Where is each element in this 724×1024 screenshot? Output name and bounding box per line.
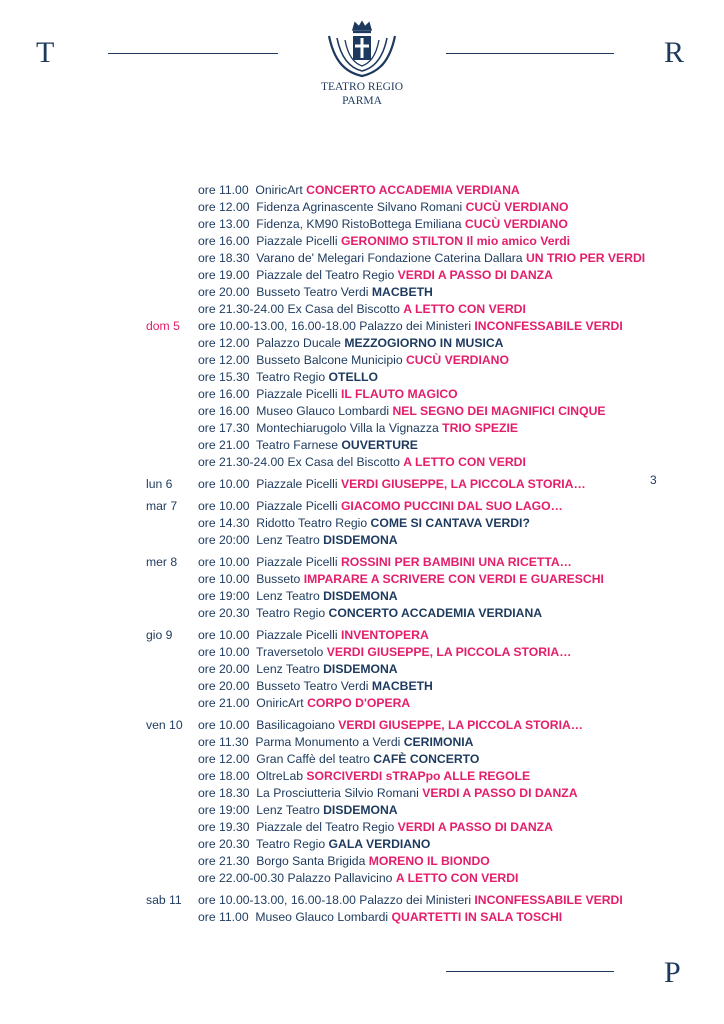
event-title: GERONIMO STILTON Il mio amico Verdi xyxy=(340,234,571,248)
event-entry xyxy=(198,233,570,250)
event-entry xyxy=(198,369,378,386)
event-entry xyxy=(198,318,623,335)
corner-letter-t: T xyxy=(36,36,55,69)
event-entry xyxy=(198,644,571,661)
header-rule-right xyxy=(446,53,614,54)
event-time-place: ore 20.30 Teatro Regio xyxy=(198,606,329,620)
event-title: UN TRIO PER VERDI xyxy=(525,251,646,265)
event-time-place: ore 18.30 Varano de' Melegari Fondazione Caterina Dallara xyxy=(198,251,526,265)
event-title: A LETTO CON VERDI xyxy=(403,302,526,316)
event-time-place: ore 20.00 Lenz Teatro xyxy=(198,662,324,676)
event-time-place: ore 16.00 Piazzale Picelli xyxy=(198,387,341,401)
event-time-place: ore 12.00 Palazzo Ducale xyxy=(198,336,345,350)
day-label: ven 10 xyxy=(146,718,183,732)
event-entry xyxy=(198,802,398,819)
event-time-place: ore 20.00 Busseto Teatro Verdi xyxy=(198,679,372,693)
event-time-place: ore 10.00 Busseto xyxy=(198,572,304,586)
event-entry xyxy=(198,515,530,532)
day-label: sab 11 xyxy=(146,893,182,907)
event-time-place: ore 21.00 OniricArt xyxy=(198,696,308,710)
event-title: VERDI GIUSEPPE, LA PICCOLA STORIA… xyxy=(340,477,586,491)
event-entry xyxy=(198,437,418,454)
event-time-place: ore 12.00 Gran Caffè del teatro xyxy=(198,752,374,766)
event-title: DISDEMONA xyxy=(323,803,398,817)
event-time-place: ore 19.00 Piazzale del Teatro Regio xyxy=(198,268,398,282)
crown-crest-icon xyxy=(326,20,398,80)
event-entry xyxy=(198,870,518,887)
event-title: CAFÈ CONCERTO xyxy=(373,752,480,766)
event-title: VERDI A PASSO DI DANZA xyxy=(422,786,578,800)
event-entry xyxy=(198,386,458,403)
event-title: GIACOMO PUCCINI DAL SUO LAGO… xyxy=(340,499,563,513)
logo-city: PARMA xyxy=(342,95,382,107)
event-title: CUCÙ VERDIANO xyxy=(464,217,568,231)
event-entry xyxy=(198,301,526,318)
event-title: INVENTOPERA xyxy=(340,628,429,642)
event-entry xyxy=(198,182,520,199)
event-entry xyxy=(198,909,562,926)
event-time-place: ore 10.00 Piazzale Picelli xyxy=(198,477,341,491)
corner-letter-p: P xyxy=(664,956,681,989)
event-entry xyxy=(198,454,526,471)
event-time-place: ore 16.00 Museo Glauco Lombardi xyxy=(198,404,393,418)
event-title: ROSSINI PER BAMBINI UNA RICETTA… xyxy=(340,555,572,569)
event-title: A LETTO CON VERDI xyxy=(395,871,519,885)
event-time-place: ore 11.00 Museo Glauco Lombardi xyxy=(198,910,392,924)
event-entry xyxy=(198,853,490,870)
event-time-place: ore 11.00 OniricArt xyxy=(198,183,307,197)
event-entry xyxy=(198,498,563,515)
event-title: IMPARARE A SCRIVERE CON VERDI E GUARESCHI xyxy=(303,572,604,586)
event-time-place: ore 17.30 Montechiarugolo Villa la Vignazza xyxy=(198,421,443,435)
day-label: dom 5 xyxy=(146,319,180,333)
event-entry xyxy=(198,627,429,644)
event-title: CONCERTO ACCADEMIA VERDIANA xyxy=(328,606,543,620)
event-title: MACBETH xyxy=(371,285,433,299)
event-title: OUVERTURE xyxy=(341,438,418,452)
event-time-place: ore 21.00 Teatro Farnese xyxy=(198,438,342,452)
event-time-place: ore 10.00 Traversetolo xyxy=(198,645,327,659)
event-entry xyxy=(198,661,398,678)
event-title: OTELLO xyxy=(328,370,378,384)
event-title: MEZZOGIORNO IN MUSICA xyxy=(344,336,504,350)
event-entry xyxy=(198,768,530,785)
day-label: gio 9 xyxy=(146,628,173,642)
event-title: CUCÙ VERDIANO xyxy=(465,200,569,214)
event-title: VERDI GIUSEPPE, LA PICCOLA STORIA… xyxy=(326,645,572,659)
event-entry xyxy=(198,785,578,802)
event-time-place: ore 10.00 Basilicagoiano xyxy=(198,718,339,732)
event-title: DISDEMONA xyxy=(323,589,398,603)
event-title: VERDI A PASSO DI DANZA xyxy=(397,268,553,282)
logo-name: TEATRO REGIO xyxy=(320,81,404,93)
event-time-place: ore 18.30 La Prosciutteria Silvio Romani xyxy=(198,786,423,800)
event-entry xyxy=(198,571,604,588)
event-time-place: ore 18.00 OltreLab xyxy=(198,769,307,783)
event-title: GALA VERDIANO xyxy=(328,837,431,851)
event-title: DISDEMONA xyxy=(323,662,398,676)
event-time-place: ore 14.30 Ridotto Teatro Regio xyxy=(198,516,371,530)
event-time-place: ore 21.30 Borgo Santa Brigida xyxy=(198,854,369,868)
event-entry xyxy=(198,199,569,216)
event-time-place: ore 11.30 Parma Monumento a Verdi xyxy=(198,735,404,749)
day-label: mer 8 xyxy=(146,555,178,569)
event-title: QUARTETTI IN SALA TOSCHI xyxy=(391,910,563,924)
event-entry xyxy=(198,678,433,695)
event-time-place: ore 21.30-24.00 Ex Casa del Biscotto xyxy=(198,455,404,469)
event-time-place: ore 10.00 Piazzale Picelli xyxy=(198,628,341,642)
event-title: CERIMONIA xyxy=(403,735,474,749)
event-title: VERDI A PASSO DI DANZA xyxy=(397,820,553,834)
event-entry xyxy=(198,250,645,267)
event-time-place: ore 10.00-13.00, 16.00-18.00 Palazzo dei Ministeri xyxy=(198,319,475,333)
event-title: MACBETH xyxy=(371,679,433,693)
event-time-place: ore 16.00 Piazzale Picelli xyxy=(198,234,341,248)
event-title: A LETTO CON VERDI xyxy=(403,455,526,469)
event-title: VERDI GIUSEPPE, LA PICCOLA STORIA… xyxy=(338,718,583,732)
event-entry xyxy=(198,717,583,734)
event-entry xyxy=(198,892,623,909)
event-time-place: ore 12.00 Busseto Balcone Municipio xyxy=(198,353,406,367)
event-time-place: ore 12.00 Fidenza Agrinascente Silvano Romani xyxy=(198,200,466,214)
event-time-place: ore 10.00-13.00, 16.00-18.00 Palazzo dei Ministeri xyxy=(198,893,475,907)
event-title: MORENO IL BIONDO xyxy=(368,854,490,868)
event-title: IL FLAUTO MAGICO xyxy=(340,387,458,401)
event-title: TRIO SPEZIE xyxy=(442,421,518,435)
event-title: INCONFESSABILE VERDI xyxy=(474,319,623,333)
event-entry xyxy=(198,420,518,437)
event-entry xyxy=(198,695,410,712)
day-label: lun 6 xyxy=(146,477,173,491)
event-entry xyxy=(198,588,398,605)
event-entry xyxy=(198,532,398,549)
event-title: CORPO D'OPERA xyxy=(307,696,411,710)
footer-rule xyxy=(446,971,614,972)
event-time-place: ore 19.30 Piazzale del Teatro Regio xyxy=(198,820,398,834)
event-entry xyxy=(198,352,509,369)
event-title: INCONFESSABILE VERDI xyxy=(474,893,623,907)
header-rule-left xyxy=(108,53,278,54)
event-entry xyxy=(198,284,433,301)
event-time-place: ore 22.00-00.30 Palazzo Pallavicino xyxy=(198,871,396,885)
event-title: COME SI CANTAVA VERDI? xyxy=(370,516,530,530)
event-time-place: ore 13.00 Fidenza, KM90 RistoBottega Emiliana xyxy=(198,217,465,231)
event-entry xyxy=(198,216,568,233)
event-entry xyxy=(198,554,572,571)
day-label: mar 7 xyxy=(146,499,178,513)
event-time-place: ore 20:00 Lenz Teatro xyxy=(198,533,324,547)
page-number: 3 xyxy=(650,473,657,487)
corner-letter-r: R xyxy=(664,36,685,69)
event-time-place: ore 19:00 Lenz Teatro xyxy=(198,803,324,817)
event-entry xyxy=(198,403,606,420)
event-entry xyxy=(198,267,553,284)
event-time-place: ore 10.00 Piazzale Picelli xyxy=(198,555,341,569)
event-entry xyxy=(198,836,430,853)
event-entry xyxy=(198,734,473,751)
event-title: CONCERTO ACCADEMIA VERDIANA xyxy=(306,183,520,197)
event-time-place: ore 21.30-24.00 Ex Casa del Biscotto xyxy=(198,302,404,316)
event-time-place: ore 19:00 Lenz Teatro xyxy=(198,589,324,603)
event-time-place: ore 10.00 Piazzale Picelli xyxy=(198,499,341,513)
event-time-place: ore 15.30 Teatro Regio xyxy=(198,370,329,384)
teatro-regio-logo xyxy=(322,20,402,108)
event-entry xyxy=(198,605,542,622)
event-title: DISDEMONA xyxy=(323,533,398,547)
event-title: SORCIVERDI sTRAPpo ALLE REGOLE xyxy=(306,769,531,783)
event-title: CUCÙ VERDIANO xyxy=(406,353,509,367)
event-entry xyxy=(198,335,503,352)
event-time-place: ore 20.00 Busseto Teatro Verdi xyxy=(198,285,372,299)
event-entry xyxy=(198,751,479,768)
event-title: NEL SEGNO DEI MAGNIFICI CINQUE xyxy=(392,404,606,418)
event-entry xyxy=(198,819,553,836)
event-entry xyxy=(198,476,586,493)
event-time-place: ore 20.30 Teatro Regio xyxy=(198,837,329,851)
